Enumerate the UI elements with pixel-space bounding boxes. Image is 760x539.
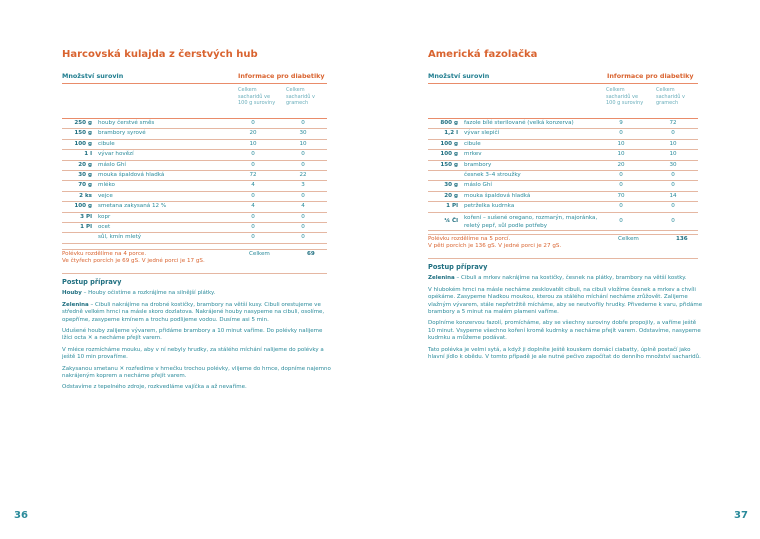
carbs-total-cell: 14: [669, 192, 677, 199]
ingredient-cell: sůl, kmín mletý: [98, 234, 142, 241]
table-row: [428, 181, 698, 191]
table-row: [62, 233, 327, 243]
ingredient-cell: smetana zakysaná 12 %: [98, 203, 167, 210]
carbs-per-100g-cell: 9: [619, 120, 623, 126]
carbs-per-100g-cell: 0: [251, 151, 255, 158]
total-value: 136: [676, 236, 688, 242]
quantity-cell: 2 ks: [79, 192, 92, 199]
ingredient-cell: brambory syrové: [98, 130, 146, 137]
quantity-cell: 30 g: [444, 182, 458, 189]
ingredient-cell: mouka špaldová hladká: [464, 192, 531, 199]
portion-count: Polévku rozdělíme na 5 porcí.: [428, 236, 511, 242]
total-label: Celkem: [618, 236, 639, 242]
table-header: [62, 69, 327, 84]
carbs-total-cell: 0: [301, 223, 305, 230]
table-row: [62, 171, 327, 181]
table-row: [62, 119, 327, 129]
divider: [62, 273, 327, 274]
table-row: [428, 192, 698, 202]
recipe-title: Americká fazolačka: [428, 49, 538, 60]
carbs-per-100g-cell: 10: [617, 151, 625, 158]
carbs-per-100g-cell: 10: [249, 140, 257, 147]
subheader-total-grams: Celkem sacharidů v gramech: [656, 87, 685, 106]
recipe-title: Harcovská kulajda z čerstvých hub: [62, 49, 258, 60]
step-paragraph: Odstavíme z tepelného zdroje, rozkvedláme vajíčka a až nevaříme.: [62, 384, 247, 391]
carbs-per-100g-cell: 0: [251, 223, 255, 230]
carbs-per-100g-cell: 0: [251, 234, 255, 241]
carbs-total-cell: 4: [301, 203, 305, 210]
quantity-cell: 1 Pl: [80, 223, 92, 230]
quantity-cell: 70 g: [78, 182, 92, 189]
carbs-total-cell: 0: [671, 203, 675, 210]
carbs-total-cell: 0: [301, 151, 305, 158]
ingredient-cell: ocet: [98, 223, 111, 230]
subheader-per-100g: Celkem sacharidů ve 100 g suroviny: [606, 87, 644, 106]
carbs-total-cell: 0: [301, 120, 305, 126]
carbs-per-100g-cell: 0: [619, 182, 623, 189]
table-row: [62, 129, 327, 139]
table-row: [62, 161, 327, 171]
divider: [62, 249, 327, 250]
carbs-per-100g-cell: 20: [617, 161, 625, 168]
total-value: 69: [307, 251, 315, 257]
step-paragraph: Zakysanou smetanu ✕ rozředíme v hrnečku trochou polévky, vlijeme do hrnce, dopníme najemno nakrájeným koprem a necháme přejít varem.: [62, 365, 331, 380]
step-paragraph: Tato polévka je velmi sytá, a když ji doplníte ještě kouskem domácí ciabatty, úplně postačí jako hlavní jídlo k obědu. V tomto případě je ale nutné pečivo započítat do denního množství sacharidů.: [428, 346, 701, 361]
quantity-cell: 150 g: [74, 130, 92, 137]
col-ingredients: Množství surovin: [62, 72, 124, 80]
quantity-cell: 800 g: [440, 120, 458, 126]
total-label: Celkem: [249, 251, 270, 257]
ingredient-cell: houby čerstvé směs: [98, 120, 155, 126]
page-number: 36: [14, 510, 28, 521]
step-paragraph: V mléce rozmícháme mouku, aby v ní nebyly hrudky, za stálého míchání nalijeme do polévky a ještě 10 min provaříme.: [62, 346, 324, 361]
quantity-cell: 100 g: [74, 140, 92, 147]
ingredient-cell: máslo Ghí: [464, 182, 492, 189]
quantity-cell: 20 g: [444, 192, 458, 199]
carbs-per-100g-cell: 0: [251, 213, 255, 220]
carbs-per-100g-cell: 10: [617, 140, 625, 147]
quantity-cell: 1 l: [84, 151, 92, 158]
portion-carbs: V pěti porcích je 136 gS. V jedné porci je 27 gS.: [428, 243, 562, 250]
table-row: [428, 213, 698, 231]
ingredient-cell: cibule: [98, 140, 115, 147]
ingredient-cell: petrželka kudrnka: [464, 203, 515, 210]
carbs-per-100g-cell: 4: [251, 182, 255, 189]
table-header: [428, 69, 698, 84]
table-row: [62, 150, 327, 160]
table-row: [62, 202, 327, 212]
ingredient-cell: brambory: [464, 161, 492, 168]
carbs-per-100g-cell: 0: [619, 130, 623, 137]
table-row: [428, 140, 698, 150]
step-paragraph: Doplníme konzervou fazolí, promícháme, aby se všechny suroviny dobře propojily, a vaříme ještě 10 minut. Vsypeme všechno koření kromě kudrnky a necháme přejít varem. Odstavíme, nasypeme kudrnku a můžeme podávat.: [428, 320, 701, 342]
carbs-per-100g-cell: 0: [619, 217, 623, 224]
ingredient-cell: kopr: [98, 213, 111, 220]
right-page: [380, 0, 760, 539]
table-row: [62, 192, 327, 202]
table-row: [428, 161, 698, 171]
ingredient-cell: mrkev: [464, 151, 482, 158]
carbs-per-100g-cell: 0: [251, 161, 255, 168]
ingredient-cell: mouka špaldová hladká: [98, 171, 165, 178]
table-row: [428, 119, 698, 129]
ingredient-cell: fazole bílé sterilované (velká konzerva): [464, 120, 574, 126]
carbs-total-cell: 0: [301, 192, 305, 199]
ingredient-cell: vejce: [98, 192, 113, 199]
preparation-title: Postup přípravy: [428, 263, 488, 271]
subheader-total-grams: Celkem sacharidů v gramech: [286, 87, 315, 106]
portion-carbs: Ve čtyřech porcích je 69 gS. V jedné porci je 17 gS.: [62, 258, 205, 265]
table-row: [62, 213, 327, 223]
table-row: [62, 181, 327, 191]
carbs-total-cell: 10: [669, 151, 677, 158]
step-paragraph: V hlubokém hrnci na másle necháme zesklovatět cibuli, na cibuli vložíme česnek a mrkev a chvíli opékáme. Zasypeme hladkou moukou, kterou za stálého míchání necháme zrůžovět. Zalijeme vlažným vývarem, stále nepřetržitě mícháme, aby se neutvořily hrudky. Přivedeme k varu, přidáme brambory a 5 minut na malém plameni vaříme.: [428, 286, 703, 316]
quantity-cell: 3 Pl: [80, 213, 92, 220]
preparation-title: Postup přípravy: [62, 278, 122, 286]
ingredients-table: [428, 118, 698, 231]
carbs-total-cell: 0: [671, 130, 675, 137]
subheader-per-100g: Celkem sacharidů ve 100 g suroviny: [238, 87, 276, 106]
quantity-cell: 150 g: [440, 161, 458, 168]
carbs-total-cell: 0: [671, 171, 675, 178]
carbs-total-cell: 30: [299, 130, 307, 137]
carbs-total-cell: 0: [301, 234, 305, 241]
table-row: [62, 140, 327, 150]
ingredient-cell: cibule: [464, 140, 481, 147]
carbs-total-cell: 0: [671, 217, 675, 224]
portion-count: Polévku rozdělíme na 4 porce.: [62, 251, 147, 257]
ingredient-cell: máslo Ghí: [98, 161, 126, 168]
quantity-cell: 100 g: [74, 203, 92, 210]
ingredient-cell: koření – sušené oregano, rozmarýn, majoránka, reletý pepř, sůl podle potřeby: [464, 214, 598, 229]
quantity-cell: 30 g: [78, 171, 92, 178]
carbs-per-100g-cell: 0: [619, 203, 623, 210]
quantity-cell: 100 g: [440, 151, 458, 158]
divider: [428, 258, 698, 259]
quantity-cell: 20 g: [78, 161, 92, 168]
divider: [428, 234, 698, 235]
carbs-per-100g-cell: 0: [251, 120, 255, 126]
col-ingredients: Množství surovin: [428, 72, 490, 80]
carbs-total-cell: 0: [301, 161, 305, 168]
table-row: [428, 129, 698, 139]
carbs-total-cell: 30: [669, 161, 677, 168]
carbs-total-cell: 22: [299, 171, 307, 178]
carbs-total-cell: 3: [301, 182, 305, 189]
ingredient-cell: mléko: [98, 182, 115, 189]
preparation-section: [428, 264, 704, 365]
quantity-cell: ¼ Čl: [444, 217, 458, 224]
carbs-per-100g-cell: 20: [249, 130, 257, 137]
table-row: [428, 150, 698, 160]
carbs-per-100g-cell: 0: [251, 192, 255, 199]
preparation-section: [62, 279, 334, 396]
ingredients-table: [62, 118, 327, 244]
quantity-cell: 250 g: [74, 120, 92, 126]
table-row: [62, 223, 327, 233]
carbs-per-100g-cell: 72: [249, 171, 257, 178]
portion-note: [428, 236, 698, 254]
table-row: [428, 171, 698, 181]
col-diabetic-info: Informace pro diabetiky: [607, 72, 694, 80]
carbs-per-100g-cell: 0: [619, 171, 623, 178]
ingredient-cell: česnek 3–4 stroužky: [464, 171, 521, 178]
carbs-total-cell: 0: [301, 213, 305, 220]
col-diabetic-info: Informace pro diabetiky: [238, 72, 325, 80]
portion-note: [62, 251, 327, 269]
step-paragraph: Udušené houby zalijeme vývarem, přidáme brambory a 10 minut vaříme. Do polévky nalijeme lžíci octa ✕ a necháme přejít varem.: [62, 328, 323, 342]
quantity-cell: 100 g: [440, 140, 458, 147]
ingredient-cell: vývar hovězí: [98, 151, 134, 158]
quantity-cell: 1,2 l: [444, 130, 458, 137]
step-paragraph: Zelenina – Cibuli a mrkev nakrájíme na kostičky, česnek na plátky, brambory na větší kostky.: [428, 275, 687, 282]
page-number: 37: [734, 510, 748, 521]
step-paragraph: Zelenina – Cibuli nakrájíme na drobné kostičky, brambory na větší kusy. Cibuli orestujeme ve středně velkém hrnci na másle skoro dozlatova. Nakrájené houby nasypeme na cibuli, osolíme, opepříme, zasypeme kmínem a trochu podlijeme vodou. Dusíme asi 5 min.: [62, 301, 325, 323]
quantity-cell: 1 Pl: [446, 203, 458, 210]
carbs-total-cell: 10: [669, 140, 677, 147]
ingredient-cell: vývar slepičí: [464, 130, 500, 137]
carbs-total-cell: 10: [299, 140, 307, 147]
table-row: [428, 202, 698, 212]
carbs-per-100g-cell: 4: [251, 203, 255, 210]
step-paragraph: Houby – Houby očistíme a rozkrájíme na silnější plátky.: [62, 290, 216, 297]
carbs-total-cell: 0: [671, 182, 675, 189]
carbs-per-100g-cell: 70: [617, 192, 625, 199]
carbs-total-cell: 72: [669, 120, 677, 126]
